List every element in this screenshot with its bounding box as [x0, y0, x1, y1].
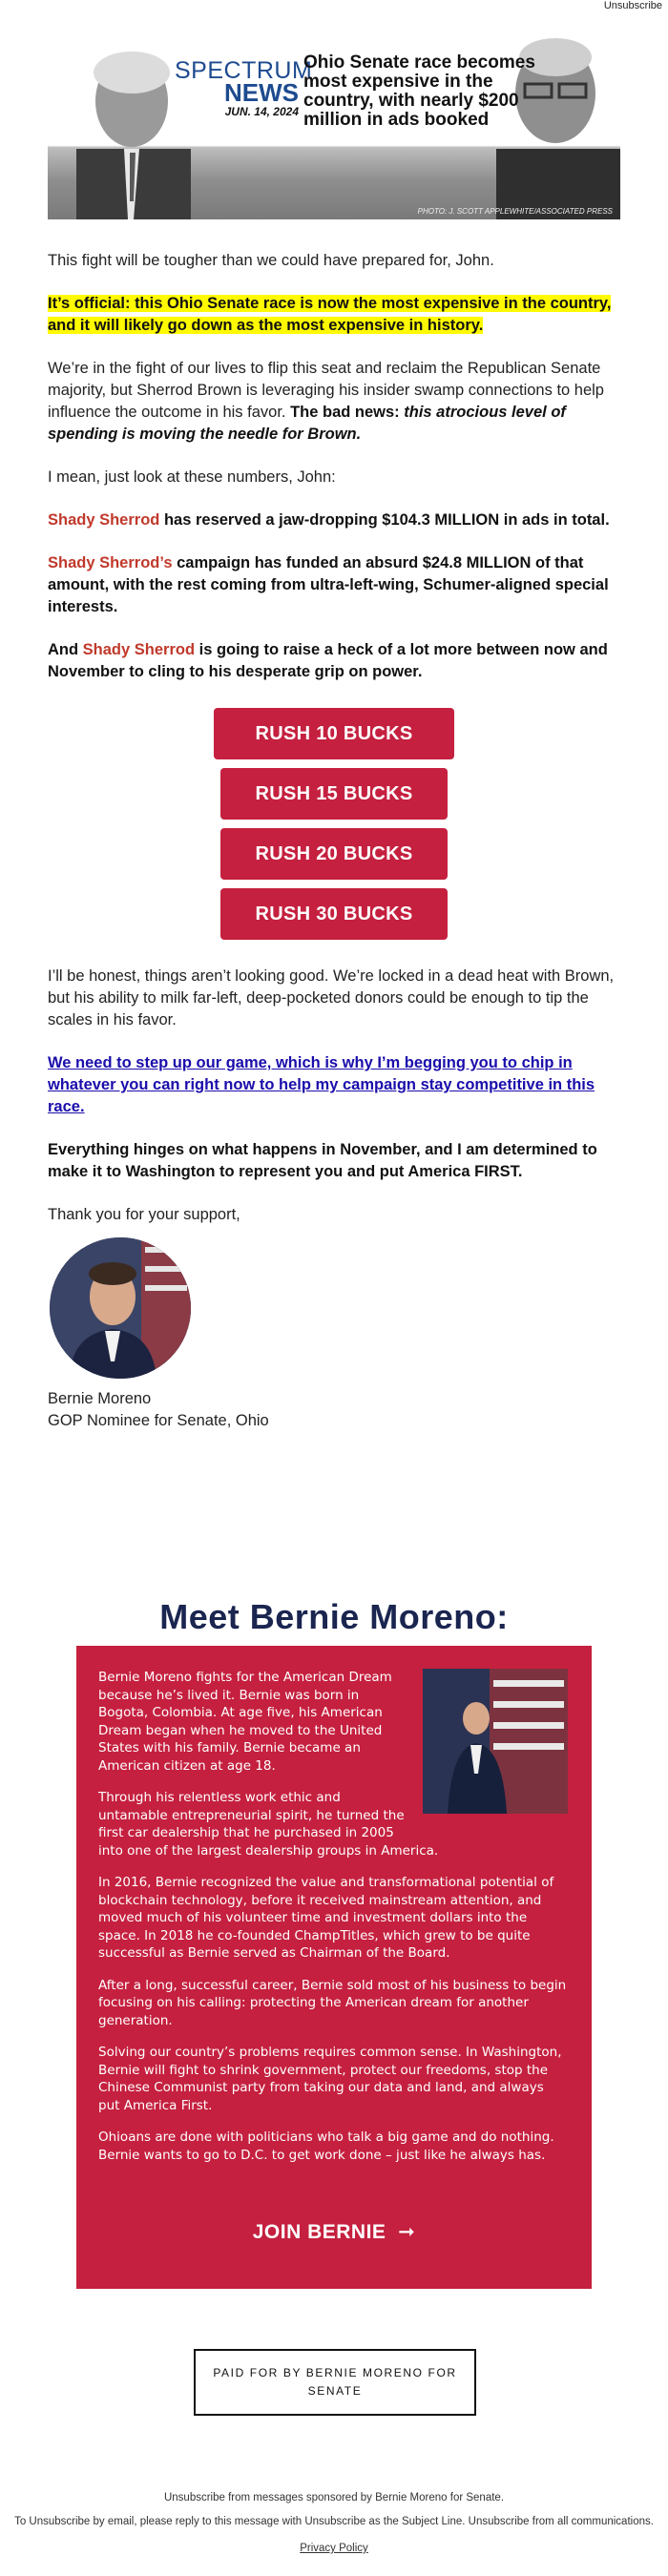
paragraph-highlight [48, 293, 620, 337]
bio-paragraph: Bernie Moreno fights for the American Dream because he’s lived it. Bernie was born in Bogota, Colombia. At age five, his American Dream began when he moved to the United States with his family. Bernie became an American citizen at age 18. [98, 1670, 392, 1774]
bio-paragraph: Ohioans are done with politicians who talk a big game and do nothing. Bernie wants to go to D.C. to get work done – just like he always has. [98, 2129, 554, 2163]
rush-20-button[interactable]: RUSH 20 BUCKS [220, 828, 448, 880]
footer-privacy [0, 2543, 668, 2554]
raise-more-text: is going to raise a heck of a lot more between now and November to cling to his desperate grip on power. [48, 641, 608, 680]
paragraph-numbers-intro: I mean, just look at these numbers, John: [48, 468, 336, 486]
rush-30-button[interactable]: RUSH 30 BUCKS [220, 888, 448, 940]
paragraph-ask [48, 1052, 620, 1118]
bio-paragraph: Solving our country’s problems requires common sense. In Washington, Bernie will fight to shrink government, protect our freedoms, stop the Chinese Communist party from taking our data and land, and always put America First. [98, 2045, 562, 2113]
bio-photo [423, 1669, 568, 1814]
bio-paragraph: Through his relentless work ethic and untamable entrepreneurial spirit, he turned the first car dealership that he purchased in 2005 into one of the largest dealership groups in America. [98, 1790, 439, 1859]
bio-paragraph: After a long, successful career, Bernie sold most of his business to begin focusing on his calling: protecting the American dream for another generation. [98, 1977, 567, 2028]
campaign-funded-text: campaign has funded an absurd $24.8 MILLION of that amount, with the rest coming from ultra-left-wing, Schumer-aligned special interests. [48, 554, 609, 615]
ads-total-text: has reserved a jaw-dropping $104.3 MILLION in ads in total. [159, 511, 610, 529]
paragraph-honest: I’ll be honest, things aren’t looking good. We’re locked in a dead heat with Brown, but his ability to milk far-left, deep-pocketed donors could be enough to tip the scales in his favor. [48, 967, 615, 1028]
bad-news-label: The bad news: [290, 404, 405, 421]
meet-title: Meet Bernie Moreno: [159, 1597, 509, 1636]
bad-news-text: this atrocious level of spending is moving the needle for Brown. [48, 404, 566, 443]
rush-15-button[interactable]: RUSH 15 BUCKS [220, 768, 448, 820]
signature-name: Bernie Moreno [48, 1390, 152, 1407]
top-bar [0, 0, 668, 13]
spectrum-news-logo [175, 57, 313, 118]
avatar [50, 1237, 191, 1379]
footer-unsubscribe-link[interactable]: Unsubscribe from messages sponsored by Bernie Moreno for Senate. [163, 2492, 505, 2503]
paragraph-thanks: Thank you for your support, [48, 1206, 240, 1223]
opponent-name: Shady Sherrod [48, 511, 160, 529]
paid-for-disclaimer: PAID FOR BY BERNIE MORENO FOR SENATE [194, 2349, 476, 2416]
arrow-right-icon: ➞ [398, 2221, 416, 2243]
join-bernie-button[interactable] [76, 2220, 592, 2244]
signature-title: GOP Nominee for Senate, Ohio [48, 1412, 269, 1429]
highlighted-text: It’s official: this Ohio Senate race is now the most expensive in the country, and it will likely go down as the most expensive in history. [48, 295, 612, 334]
chip-in-link[interactable]: We need to step up our game, which is why I’m begging you to chip in whatever you can right now to help my campaign stay competitive in this race. [48, 1054, 595, 1115]
photo-credit: PHOTO: J. SCOTT APPLEWHITE/ASSOCIATED PRESS [417, 207, 613, 216]
rush-10-button[interactable]: RUSH 10 BUCKS [214, 708, 454, 759]
letter-body [48, 250, 620, 1432]
footer-email-unsubscribe: To Unsubscribe by email, please reply to this message with Unsubscribe as the Subject Line. Unsubscribe from all communications. [14, 2516, 654, 2527]
avatar-photo [50, 1237, 191, 1379]
paragraph-raise-more [48, 639, 620, 683]
logo-line2: NEWS [224, 78, 299, 107]
bio-paragraph: In 2016, Bernie recognized the value and transformational potential of blockchain technology, before it received mainstream attention, and moved much of his volunteer time and investment dollars into the space. In 2018 he co-founded ChampTitles, which grew to be quite successful as Bernie served as Chairman of the Board. [98, 1875, 554, 1961]
paragraph-november: Everything hinges on what happens in November, and I am determined to make it to Washington to represent you and put America FIRST. [48, 1141, 597, 1180]
paragraph-campaign-funded [48, 552, 620, 618]
raise-more-prefix: And [48, 641, 83, 658]
footer-unsubscribe-line [0, 2492, 668, 2503]
bio-box [76, 1646, 592, 2289]
privacy-policy-link[interactable]: Privacy Policy [300, 2543, 368, 2554]
hero-headline: Ohio Senate race becomes most expensive in the country, with nearly $200 million in ads booked [303, 52, 535, 130]
paragraph-fight [48, 358, 620, 446]
opponent-name: Shady Sherrod’s [48, 554, 173, 571]
opponent-name: Shady Sherrod [82, 641, 196, 658]
bio-photo-image [423, 1669, 568, 1814]
paragraph-greeting: This fight will be tougher than we could have prepared for, John. [48, 252, 494, 269]
donation-buttons [48, 708, 620, 948]
hero-date: JUN. 14, 2024 [224, 105, 299, 118]
hero-image [48, 25, 620, 219]
join-bernie-label: JOIN BERNIE [252, 2221, 386, 2243]
logo-line1: SPECTRUM [175, 57, 313, 84]
top-unsubscribe-link[interactable]: Unsubscribe [603, 0, 662, 11]
paragraph-ads-total [48, 509, 620, 531]
paragraph-fight-text: We’re in the fight of our lives to flip this seat and reclaim the Republican Senate majority, but Sherrod Brown is leveraging his insider swamp connections to help influence the outcome in his favor. [48, 360, 604, 421]
